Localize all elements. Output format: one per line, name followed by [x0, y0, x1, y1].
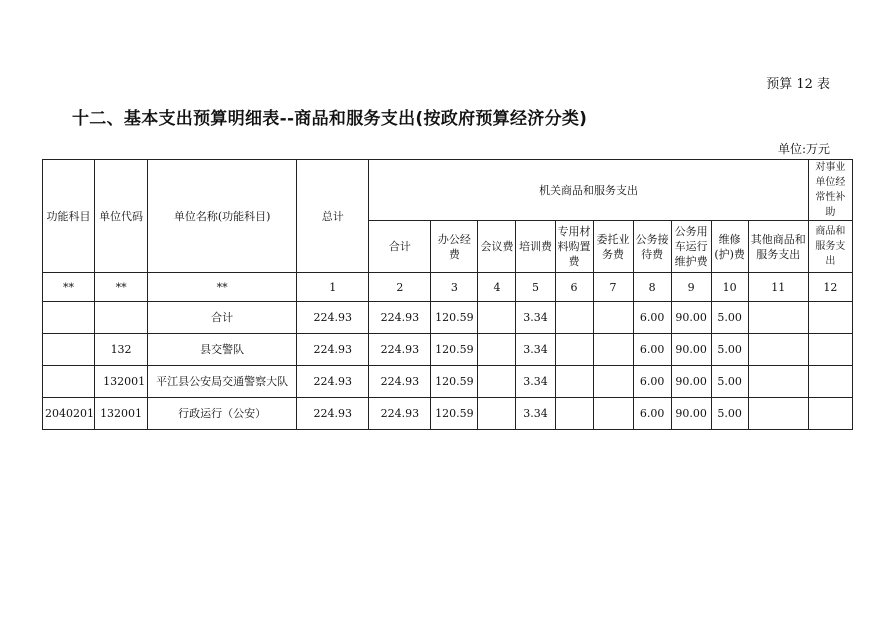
- cell-total: 224.93: [297, 302, 369, 334]
- cell-value: [478, 334, 516, 366]
- cell-value: 224.93: [369, 334, 431, 366]
- index-cell: 2: [369, 273, 431, 302]
- cell-value: 6.00: [633, 398, 671, 430]
- cell-value: 90.00: [671, 366, 711, 398]
- table-row: [43, 302, 853, 334]
- index-cell: 7: [593, 273, 633, 302]
- header-sub: 会议费: [478, 221, 516, 273]
- cell-value: [478, 302, 516, 334]
- cell-value: [555, 398, 593, 430]
- header-unit-code: 单位代码: [95, 160, 148, 273]
- cell-name: 行政运行（公安）: [148, 398, 297, 430]
- cell-value: 120.59: [431, 366, 478, 398]
- cell-value: 120.59: [431, 334, 478, 366]
- index-cell: 5: [516, 273, 555, 302]
- table-code-label: 预算 12 表: [766, 77, 830, 92]
- cell-value: [593, 334, 633, 366]
- cell-name: 平江县公安局交通警察大队: [148, 366, 297, 398]
- cell-code: 132001: [95, 398, 148, 430]
- table-row: [43, 334, 853, 366]
- cell-func: [43, 334, 95, 366]
- cell-value: 90.00: [671, 334, 711, 366]
- cell-value: [808, 302, 852, 334]
- header-sub: 合计: [369, 221, 431, 273]
- cell-value: [808, 398, 852, 430]
- cell-value: 6.00: [633, 366, 671, 398]
- header-sub: 商品和服务支出: [808, 221, 852, 273]
- budget-table: [42, 159, 853, 430]
- header-row-1: [43, 160, 853, 221]
- index-cell: 1: [297, 273, 369, 302]
- cell-value: 120.59: [431, 398, 478, 430]
- cell-value: [478, 366, 516, 398]
- cell-value: [808, 334, 852, 366]
- cell-name: 合计: [148, 302, 297, 334]
- cell-total: 224.93: [297, 398, 369, 430]
- cell-total: 224.93: [297, 366, 369, 398]
- header-sub: 公务接待费: [633, 221, 671, 273]
- cell-value: [748, 366, 808, 398]
- cell-value: [748, 398, 808, 430]
- header-sub: 办公经费: [431, 221, 478, 273]
- index-cell: **: [95, 273, 148, 302]
- cell-value: [555, 334, 593, 366]
- index-cell: **: [148, 273, 297, 302]
- header-sub: 委托业务费: [593, 221, 633, 273]
- cell-func: 2040201: [43, 398, 95, 430]
- index-cell: 3: [431, 273, 478, 302]
- index-cell: 6: [555, 273, 593, 302]
- header-sub: 培训费: [516, 221, 555, 273]
- cell-value: [808, 366, 852, 398]
- cell-value: 224.93: [369, 398, 431, 430]
- header-sub: 其他商品和服务支出: [748, 221, 808, 273]
- cell-code: 132001: [95, 366, 148, 398]
- index-row: [43, 273, 853, 302]
- cell-value: 224.93: [369, 302, 431, 334]
- cell-value: [478, 398, 516, 430]
- cell-value: 90.00: [671, 398, 711, 430]
- index-cell: **: [43, 273, 95, 302]
- cell-value: 120.59: [431, 302, 478, 334]
- index-cell: 12: [808, 273, 852, 302]
- cell-value: [555, 366, 593, 398]
- cell-func: [43, 366, 95, 398]
- cell-name: 县交警队: [148, 334, 297, 366]
- index-cell: 4: [478, 273, 516, 302]
- cell-total: 224.93: [297, 334, 369, 366]
- cell-value: 3.34: [516, 366, 555, 398]
- cell-value: 6.00: [633, 334, 671, 366]
- cell-value: 5.00: [711, 398, 748, 430]
- cell-value: [593, 302, 633, 334]
- cell-value: 5.00: [711, 334, 748, 366]
- cell-value: 3.34: [516, 398, 555, 430]
- header-unit-name: 单位名称(功能科目): [148, 160, 297, 273]
- table-row: [43, 366, 853, 398]
- cell-code: 132: [95, 334, 148, 366]
- table-row: [43, 398, 853, 430]
- cell-value: 90.00: [671, 302, 711, 334]
- page-title: 十二、基本支出预算明细表--商品和服务支出(按政府预算经济分类): [72, 109, 588, 129]
- header-sub: 维修(护)费: [711, 221, 748, 273]
- header-func-subject: 功能科目: [43, 160, 95, 273]
- cell-value: [593, 398, 633, 430]
- index-cell: 9: [671, 273, 711, 302]
- cell-code: [95, 302, 148, 334]
- index-cell: 8: [633, 273, 671, 302]
- header-group-office: 机关商品和服务支出: [369, 160, 808, 221]
- cell-value: 5.00: [711, 366, 748, 398]
- index-cell: 11: [748, 273, 808, 302]
- unit-label: 单位:万元: [777, 142, 830, 156]
- header-sub: 专用材料购置费: [555, 221, 593, 273]
- header-total: 总计: [297, 160, 369, 273]
- index-cell: 10: [711, 273, 748, 302]
- cell-value: 6.00: [633, 302, 671, 334]
- cell-value: [593, 366, 633, 398]
- header-group-subsidy: 对事业单位经常性补助: [808, 160, 852, 221]
- cell-value: [555, 302, 593, 334]
- cell-value: [748, 302, 808, 334]
- cell-value: 3.34: [516, 334, 555, 366]
- cell-value: 5.00: [711, 302, 748, 334]
- cell-value: 224.93: [369, 366, 431, 398]
- header-sub: 公务用车运行维护费: [671, 221, 711, 273]
- cell-func: [43, 302, 95, 334]
- cell-value: [748, 334, 808, 366]
- cell-value: 3.34: [516, 302, 555, 334]
